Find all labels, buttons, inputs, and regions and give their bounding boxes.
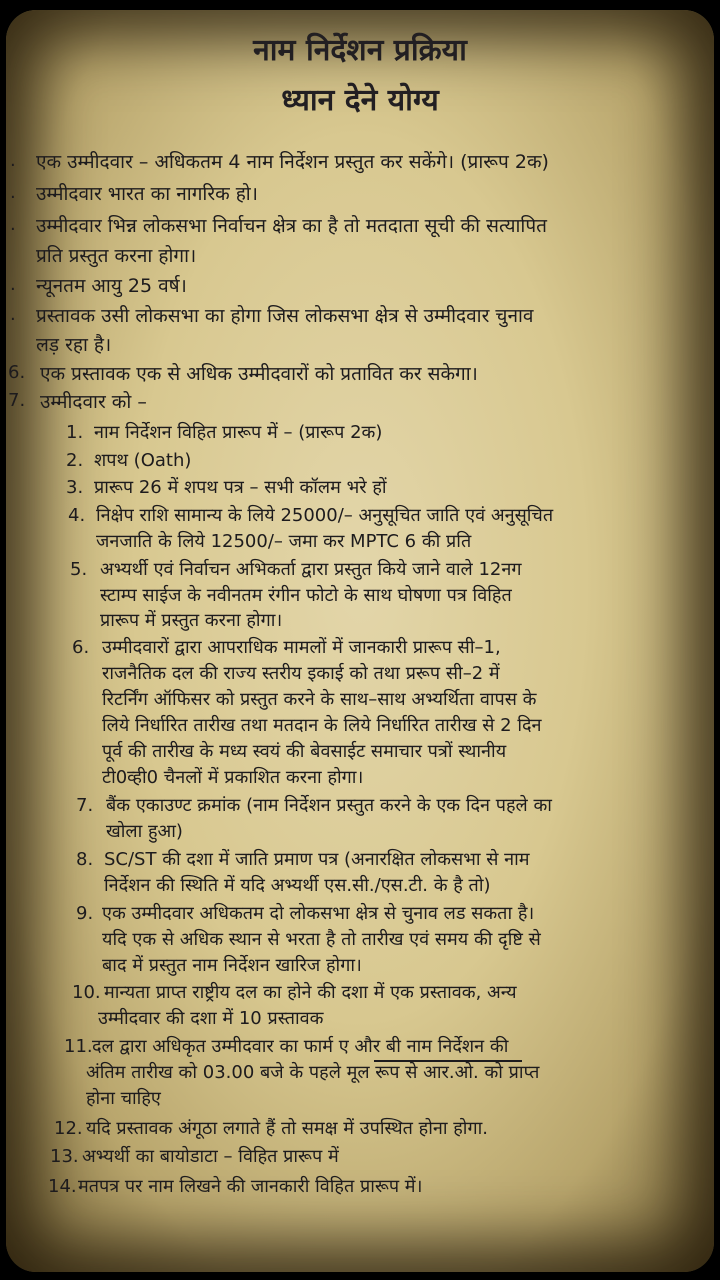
subitem-number: 14. — [48, 1176, 77, 1197]
subitem-line: उम्मीदवारों द्वारा आपराधिक मामलों में जानकारी प्रारूप सी–1, — [102, 637, 501, 658]
list-item-line: उम्मीदवार भिन्न लोकसभा निर्वाचन क्षेत्र का है तो मतदाता सूची की सत्यापित — [36, 215, 547, 237]
item-number: 7. — [8, 390, 26, 411]
subitem-line: प्रारूप में प्रस्तुत करना होगा। — [100, 610, 283, 631]
subitem-number: 4. — [68, 505, 86, 526]
subitem-number: 12. — [54, 1118, 83, 1139]
subitem-line: अभ्यर्थी एवं निर्वाचन अभिकर्ता द्वारा प्रस्तुत किये जाने वाले 12नग — [100, 559, 522, 580]
list-item-line: प्रति प्रस्तुत करना होगा। — [36, 245, 197, 267]
document-page — [6, 10, 714, 1272]
item-number: . — [10, 214, 16, 235]
subitem-line: मान्यता प्राप्त राष्ट्रीय दल का होने की दशा में एक प्रस्तावक, अन्य — [104, 982, 517, 1003]
subitem-line: राजनैतिक दल की राज्य स्तरीय इकाई को तथा प्ररूप सी–2 में — [102, 663, 500, 684]
subitem-line: एक उम्मीदवार अधिकतम दो लोकसभा क्षेत्र से चुनाव लड सकता है। — [102, 903, 535, 924]
subitem-number: 2. — [66, 450, 84, 471]
item-number: . — [10, 182, 16, 203]
subitem-line: खोला हुआ) — [106, 821, 183, 842]
subitem-line: टी0व्ही0 चैनलों में प्रकाशित करना होगा। — [102, 767, 364, 788]
subitem-number: 3. — [66, 477, 84, 498]
subitem-line: जनजाति के लिये 12500/– जमा कर MPTC 6 की प्रति — [96, 531, 472, 552]
subitem-line: बैंक एकाउण्ट क्रमांक (नाम निर्देशन प्रस्तुत करने के एक दिन पहले का — [106, 795, 552, 816]
subitem-line: लिये निर्धारित तारीख तथा मतदान के लिये निर्धारित तारीख से 2 दिन — [102, 715, 542, 736]
subitem-line — [92, 1034, 508, 1058]
subitem-number: 7. — [76, 795, 94, 816]
list-item-line: न्यूनतम आयु 25 वर्ष। — [36, 275, 187, 297]
subitem-line: स्टाम्प साईज के नवीनतम रंगीन फोटो के साथ घोषणा पत्र विहित — [100, 585, 512, 606]
subitem-line: रिटर्निंग ऑफिसर को प्रस्तुत करने के साथ–साथ अभ्यर्थिता वापस के — [102, 689, 537, 710]
subitem-number: 6. — [72, 637, 90, 658]
subitem-number: 8. — [76, 849, 94, 870]
list-item-line: लड़ रहा है। — [36, 334, 112, 356]
subitem-line: अभ्यर्थी का बायोडाटा – विहित प्रारूप में — [82, 1146, 339, 1167]
subitem-number: 5. — [70, 559, 88, 580]
subitem-line: यदि एक से अधिक स्थान से भरता है तो तारीख एवं समय की दृष्टि से — [102, 929, 541, 950]
subitem-line: नाम निर्देशन विहित प्रारूप में – (प्रारूप 2क) — [94, 422, 383, 443]
subitem-line: मतपत्र पर नाम लिखने की जानकारी विहित प्रारूप में। — [78, 1176, 423, 1197]
list-item-line: उम्मीदवार भारत का नागरिक हो। — [36, 183, 258, 205]
subitem-line: SC/ST की दशा में जाति प्रमाण पत्र (अनारक्षित लोकसभा से नाम — [104, 849, 530, 870]
subitem-number: 11. — [64, 1036, 93, 1057]
subitem-line: पूर्व की तारीख के मध्य स्वयं की बेवसाईट समाचार पत्रों स्थानीय — [102, 741, 507, 762]
list-item-line: प्रस्तावक उसी लोकसभा का होगा जिस लोकसभा क्षेत्र से उम्मीदवार चुनाव — [36, 305, 534, 327]
list-item-line: उम्मीदवार को – — [40, 391, 147, 413]
subitem-line: यदि प्रस्तावक अंगूठा लगाते हैं तो समक्ष में उपस्थित होना होगा. — [86, 1118, 488, 1139]
document-title: नाम निर्देशन प्रक्रिया — [253, 33, 467, 68]
subitem-line: निर्देशन की स्थिति में यदि अभ्यर्थी एस.सी./एस.टी. के है तो) — [104, 875, 491, 896]
subitem-line: उम्मीदवार की दशा में 10 प्रस्तावक — [98, 1008, 324, 1029]
form-ab-underline — [374, 1060, 522, 1062]
subitem-line: होना चाहिए — [86, 1088, 161, 1109]
subitem-line-text: दल द्वारा अधिकृत उम्मीदवार का फार्म ए और बी नाम निर्देशन की — [92, 1036, 509, 1057]
item-number: . — [10, 150, 16, 171]
subitem-number: 13. — [50, 1146, 79, 1167]
list-item-line: एक प्रस्तावक एक से अधिक उम्मीदवारों को प्रतावित कर सकेगा। — [40, 363, 478, 385]
subitem-line: बाद में प्रस्तुत नाम निर्देशन खारिज होगा। — [102, 955, 362, 976]
subitem-line: प्रारूप 26 में शपथ पत्र – सभी कॉलम भरे हों — [94, 477, 387, 498]
subitem-number: 9. — [76, 903, 94, 924]
item-number: 6. — [8, 362, 26, 383]
list-item-line: एक उम्मीदवार – अधिकतम 4 नाम निर्देशन प्रस्तुत कर सकेंगे। (प्रारूप 2क) — [36, 151, 549, 173]
subitem-line: निक्षेप राशि सामान्य के लिये 25000/– अनुसूचित जाति एवं अनुसूचित — [96, 505, 554, 526]
subitem-line: अंतिम तारीख को 03.00 बजे के पहले मूल रूप से आर.ओ. को प्राप्त — [86, 1062, 540, 1083]
item-number: . — [10, 274, 16, 295]
subitem-number: 1. — [66, 422, 84, 443]
subitem-line: शपथ (Oath) — [94, 450, 192, 471]
item-number: . — [10, 304, 16, 325]
document-subtitle: ध्यान देने योग्य — [281, 83, 439, 118]
subitem-number: 10. — [72, 982, 101, 1003]
